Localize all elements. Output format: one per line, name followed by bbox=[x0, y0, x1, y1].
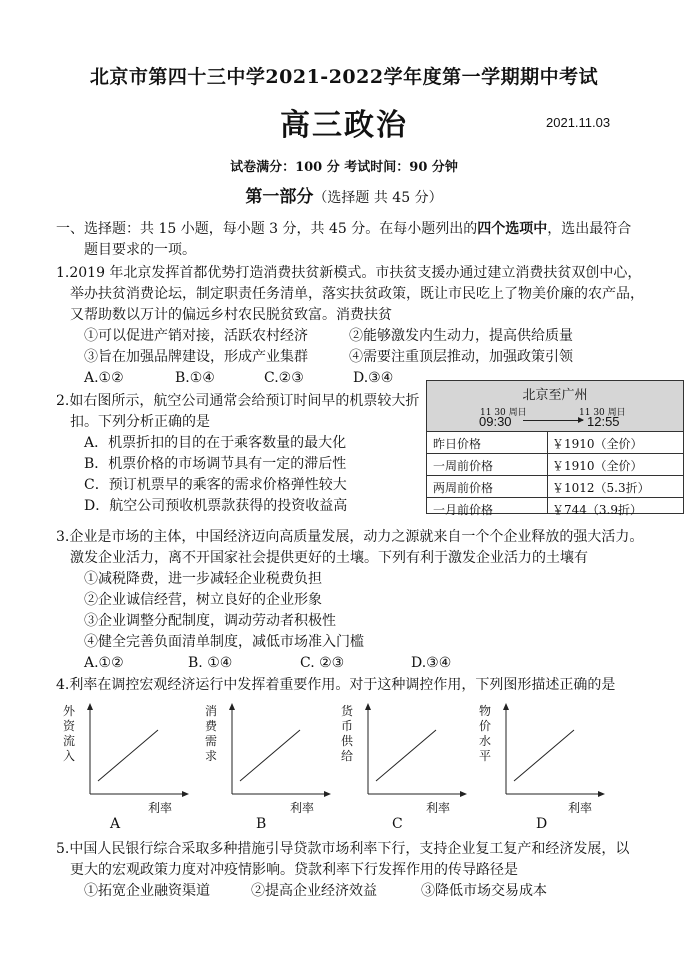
arrow-right-icon bbox=[523, 420, 583, 421]
row-label: 一月前价格 bbox=[433, 503, 494, 517]
graph-c bbox=[340, 702, 468, 832]
ylabel-char: 入 bbox=[62, 749, 75, 763]
graph-d-axes bbox=[478, 702, 606, 802]
graph-b-axes bbox=[204, 702, 332, 802]
q3-option-4: ④健全完善负面清单制度，减低市场准入门槛 bbox=[84, 634, 364, 650]
q1-choice-c: C.②③ bbox=[264, 370, 304, 386]
q1-option-1: ①可以促进产销对接，活跃农村经济 bbox=[84, 328, 308, 344]
ylabel-char: 外 bbox=[62, 704, 75, 718]
q3-choice-a: A.①② bbox=[84, 655, 124, 671]
q3-option-3: ③企业调整分配制度，调动劳动者积极性 bbox=[84, 613, 336, 629]
graph-b bbox=[204, 702, 332, 832]
q2-choice-d: D．航空公司预收机票款获得的投资收益高 bbox=[84, 498, 348, 514]
row-price: ￥1910（全价） bbox=[552, 459, 643, 473]
q1-choice-a: A.①② bbox=[84, 370, 124, 386]
row-price: ￥1910（全价） bbox=[552, 437, 643, 451]
graph-b-curve bbox=[240, 730, 300, 781]
graph-c-axes bbox=[340, 702, 468, 802]
q2-choice-b: B．机票价格的市场调节具有一定的滞后性 bbox=[84, 456, 347, 472]
ticket-route: 北京至广州 bbox=[522, 388, 588, 403]
q4-stem: 4.利率在调控宏观经济运行中发挥着重要作用。对于这种调控作用，下列图形描述正确的是 bbox=[56, 677, 616, 693]
q3-stem-2: 激发企业活力，离不开国家社会提供更好的土壤。下列有利于激发企业活力的土壤有 bbox=[70, 550, 588, 566]
q3-stem-1: 3.企业是市场的主体，中国经济迈向高质量发展，动力之源就来自一个个企业释放的强大活力。 bbox=[56, 529, 644, 545]
table-row bbox=[427, 432, 683, 454]
row-price: ￥744（3.9折） bbox=[552, 503, 642, 517]
ticket-header bbox=[427, 381, 683, 432]
ylabel-char: 水 bbox=[478, 734, 491, 748]
graph-a bbox=[62, 702, 190, 832]
q5-stem-1: 5.中国人民银行综合采取多种措施引导贷款市场利率下行，支持企业复工复产和经济发展，以 bbox=[56, 841, 630, 857]
ylabel-char: 流 bbox=[62, 734, 75, 748]
graph-c-xlabel: 利率 bbox=[426, 801, 451, 815]
q1-choice-b: B.①④ bbox=[175, 370, 215, 386]
graph-d bbox=[478, 702, 606, 832]
instructions-line2: 题目要求的一项。 bbox=[84, 242, 196, 258]
table-row bbox=[427, 454, 683, 476]
ylabel-char: 求 bbox=[204, 749, 217, 763]
q1-option-2: ②能够激发内生动力，提高供给质量 bbox=[349, 328, 573, 344]
ylabel-char: 价 bbox=[478, 719, 491, 733]
q2-stem-2: 扣。下列分析正确的是 bbox=[70, 414, 210, 430]
exam-meta: 试卷满分：100 分 考试时间：90 分钟 bbox=[230, 160, 458, 175]
instr-c: ，选出最符合 bbox=[547, 221, 632, 237]
q1-option-4: ④需要注重顶层推动，加强政策引领 bbox=[349, 349, 573, 365]
q5-option-1: ①拓宽企业融资渠道 bbox=[84, 883, 210, 899]
ylabel-char: 币 bbox=[340, 719, 353, 733]
row-price: ￥1012（5.3折） bbox=[552, 481, 650, 495]
q3-choice-c: C. ②③ bbox=[300, 655, 345, 671]
ylabel-char: 平 bbox=[478, 749, 491, 763]
instructions-line1 bbox=[56, 219, 631, 240]
ylabel-char: 消 bbox=[204, 704, 217, 718]
graph-c-curve bbox=[376, 730, 436, 781]
graph-d-xlabel: 利率 bbox=[568, 801, 593, 815]
exam-date: 2021.11.03 bbox=[546, 115, 611, 130]
ylabel-char: 供 bbox=[340, 734, 353, 748]
ylabel-char: 资 bbox=[62, 719, 75, 733]
q5-option-3: ③降低市场交易成本 bbox=[421, 883, 547, 899]
row-label: 两周前价格 bbox=[433, 481, 494, 495]
q5-stem-2: 更大的宏观政策力度对冲疫情影响。贷款利率下行发挥作用的传导路径是 bbox=[70, 862, 518, 878]
ticket-arrive-time: 12:55 bbox=[587, 414, 620, 429]
ticket-depart-time: 09:30 bbox=[479, 414, 512, 429]
ylabel-char: 需 bbox=[204, 734, 217, 748]
part-title: 第一部分 bbox=[245, 187, 314, 207]
q1-stem-3: 又帮助数以万计的偏远乡村农民脱贫致富。消费扶贫 bbox=[70, 307, 392, 323]
graph-d-letter: D bbox=[536, 816, 548, 832]
q3-option-2: ②企业诚信经营，树立良好的企业形象 bbox=[84, 592, 322, 608]
graph-a-axes bbox=[62, 702, 190, 802]
q3-choice-d: D.③④ bbox=[411, 655, 452, 671]
q3-choice-b: B. ①④ bbox=[188, 655, 233, 671]
graph-a-letter: A bbox=[110, 816, 121, 832]
q1-choice-d: D.③④ bbox=[353, 370, 394, 386]
q2-choice-a: A．机票折扣的目的在于乘客数量的最大化 bbox=[84, 435, 347, 451]
ylabel-char: 物 bbox=[478, 704, 491, 718]
q2-choice-c: C．预订机票早的乘客的需求价格弹性较大 bbox=[84, 477, 347, 493]
ticket-arrive-date: 11 30 周日 bbox=[579, 408, 626, 418]
q1-stem-2: 举办扶贫消费论坛，制定职责任务清单，落实扶贫政策，既让市民吃上了物美价廉的农产品， bbox=[70, 286, 644, 302]
graph-a-curve bbox=[98, 730, 158, 781]
graph-d-curve bbox=[514, 730, 574, 781]
ylabel-char: 货 bbox=[340, 704, 353, 718]
q1-stem-1: 1.2019 年北京发挥首都优势打造消费扶贫新模式。市扶贫支援办通过建立消费扶贫双创中心， bbox=[56, 265, 642, 281]
flight-ticket-table bbox=[426, 380, 684, 517]
table-row bbox=[427, 476, 683, 498]
row-label: 一周前价格 bbox=[433, 459, 494, 473]
graph-a-xlabel: 利率 bbox=[148, 801, 173, 815]
q3-option-1: ①减税降费，进一步减轻企业税费负担 bbox=[84, 571, 322, 587]
graph-b-xlabel: 利率 bbox=[290, 801, 315, 815]
q5-option-2: ②提高企业经济效益 bbox=[251, 883, 377, 899]
table-row bbox=[427, 498, 683, 519]
ylabel-char: 给 bbox=[340, 749, 353, 763]
q1-option-3: ③旨在加强品牌建设，形成产业集群 bbox=[84, 349, 308, 365]
q2-stem-1: 2.如右图所示，航空公司通常会给预订时间早的机票较大折 bbox=[56, 393, 420, 409]
instr-a: 一、选择题：共 15 小题，每小题 3 分，共 45 分。在每小题列出的 bbox=[56, 221, 478, 237]
row-label: 昨日价格 bbox=[433, 437, 482, 451]
part-heading bbox=[0, 182, 688, 207]
ylabel-char: 费 bbox=[204, 719, 217, 733]
subject-title: 高三政治 bbox=[280, 108, 408, 143]
part-note: （选择题 共 45 分） bbox=[313, 190, 443, 206]
ticket-depart-date: 11 30 周日 bbox=[480, 408, 527, 418]
graph-b-letter: B bbox=[256, 816, 267, 832]
exam-title: 北京市第四十三中学2021-2022学年度第一学期期中考试 bbox=[89, 66, 599, 88]
graph-c-letter: C bbox=[392, 816, 403, 832]
instr-b: 四个选项中 bbox=[477, 221, 548, 237]
